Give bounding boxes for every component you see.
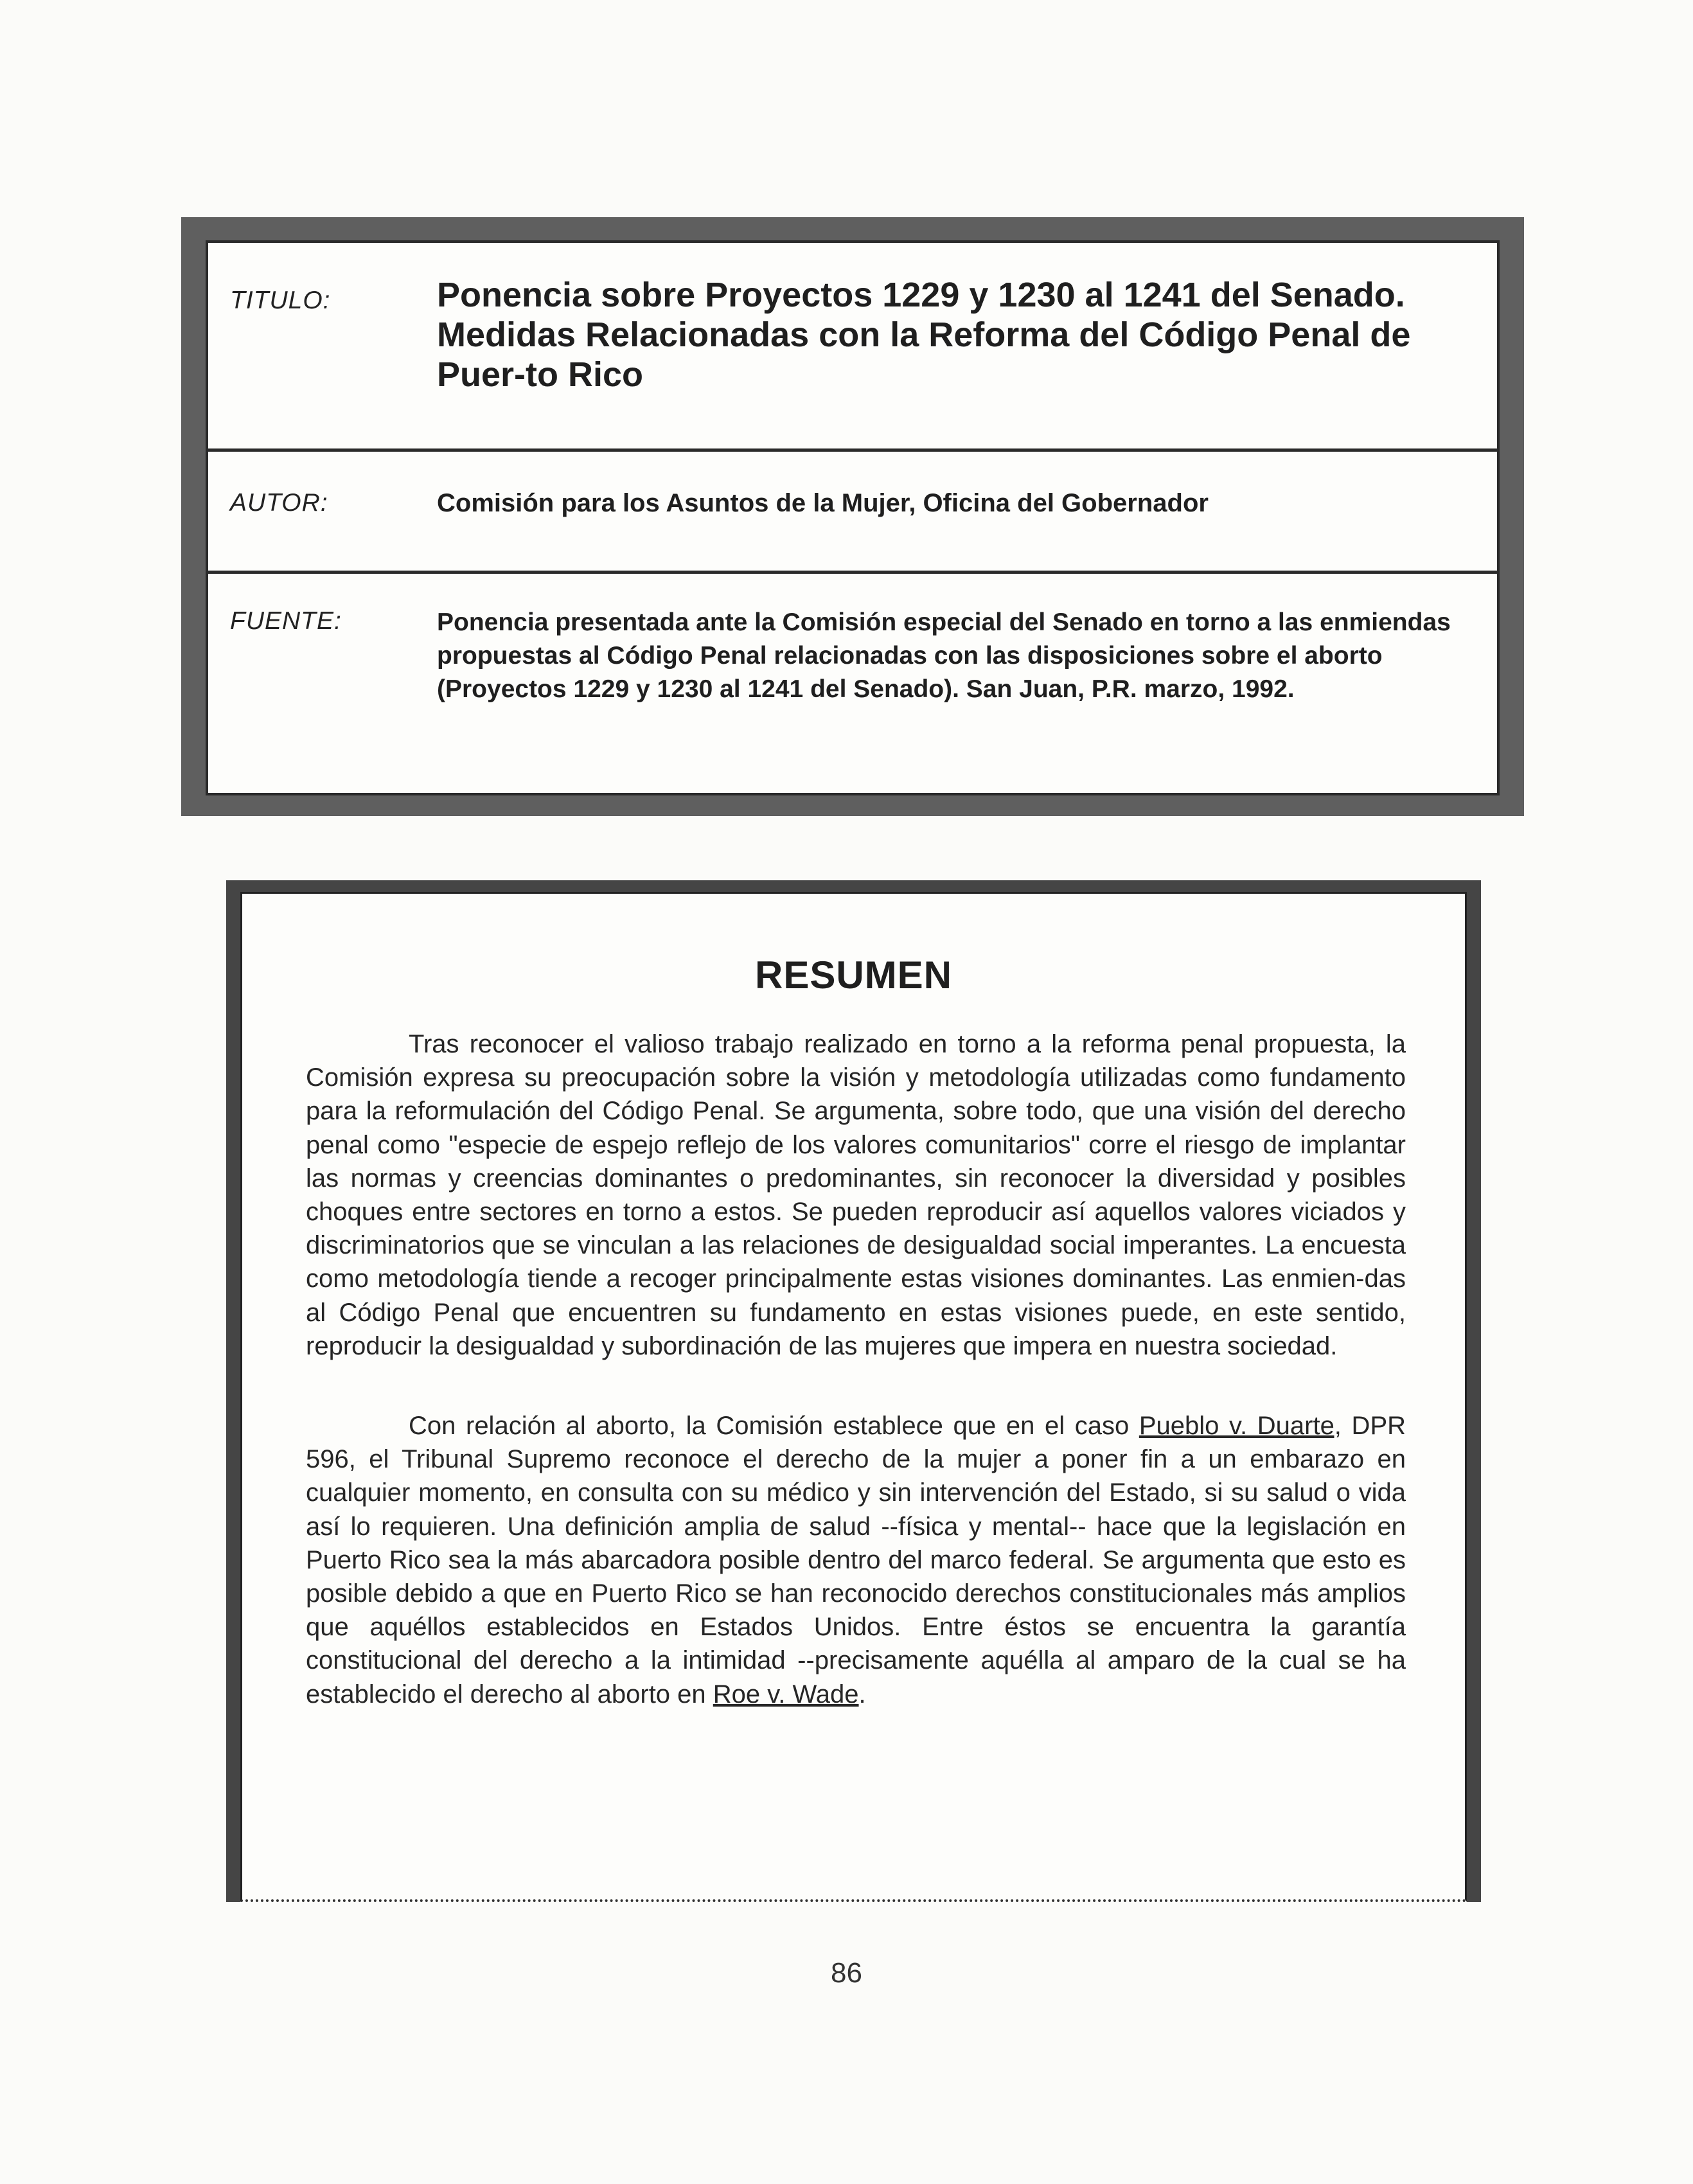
resumen-box: [226, 880, 1481, 1902]
titulo-value: Ponencia sobre Proyectos 1229 y 1230 al 1241 del Senado. Medidas Relacionadas con la Reforma del Código Penal de Puer-to Rico: [437, 276, 1411, 394]
titulo-row: [208, 243, 1497, 452]
resumen-body: [306, 1027, 1406, 1711]
case-pueblo-v-duarte: Pueblo v. Duarte,: [1139, 1412, 1342, 1441]
case-roe-v-wade: Roe v. Wade: [713, 1680, 859, 1709]
resumen-title: RESUMEN: [754, 954, 953, 997]
document-info-inner: [206, 240, 1500, 795]
paragraph-2-text-2: DPR 596, el Tribunal Supremo reconoce el derecho de la mujer a poner fin a un embarazo en cualquier momento, en consulta con su médico y sin intervención del Estado, si su salud o vida así lo requieren. Una definición amplia de salud --física y mental-- hace que la legislación en Puerto Rico sea la más abarcadora posible dentro del marco federal. Se argumenta que esto es posible debido a que en Puerto Rico se han reconocido derechos constitucionales más amplios que aquéllos establecidos en Estados Unidos. Entre éstos se encuentra la garantía constitucional del derecho a la intimidad --precisamente aquélla al amparo de la cual se ha establecido el derecho al aborto en: [306, 1412, 1406, 1709]
resumen-paragraph-2: [306, 1409, 1406, 1711]
paragraph-2-text-1: Con relación al aborto, la Comisión establece que en el caso: [409, 1412, 1139, 1441]
autor-label: AUTOR:: [230, 489, 328, 517]
paragraph-2-text-3: .: [858, 1680, 866, 1709]
fuente-label: FUENTE:: [230, 607, 342, 635]
titulo-label: TITULO:: [230, 287, 331, 314]
resumen-inner: [240, 892, 1467, 1902]
fuente-value: Ponencia presentada ante la Comisión especial del Senado en torno a las enmiendas propuestas al Código Penal relacionadas con las disposiciones sobre el aborto (Proyectos 1229 y 1230 al 1241 del Senado). San Juan, P.R. marzo, 1992.: [437, 608, 1451, 703]
resumen-paragraph-1: Tras reconocer el valioso trabajo realizado en torno a la reforma penal propuesta, la Comisión expresa su preocupación sobre la visión y metodología utilizadas como fundamento para la reformulación del Código Penal. Se argumenta, sobre todo, que una visión del derecho penal como "especie de espejo reflejo de los valores comunitarios" corre el riesgo de implantar las normas y creencias dominantes o predominantes, sin reconocer la diversidad y posibles choques entre sectores en torno a estos. Se pueden reproducir así aquellos valores viciados y discriminatorios que se vinculan a las relaciones de desigualdad social imperantes. La encuesta como metodología tiende a recoger principalmente estas visiones dominantes. Las enmien-das al Código Penal que encuentren su fundamento en estas visiones puede, en este sentido, reproducir la desigualdad y subordinación de las mujeres que impera en nuestra sociedad.: [306, 1030, 1406, 1360]
autor-row: [208, 452, 1497, 574]
document-info-box: [181, 217, 1524, 816]
page-number: 86: [831, 1957, 862, 1989]
fuente-row: [208, 574, 1497, 793]
autor-value: Comisión para los Asuntos de la Mujer, Oficina del Gobernador: [437, 489, 1209, 517]
